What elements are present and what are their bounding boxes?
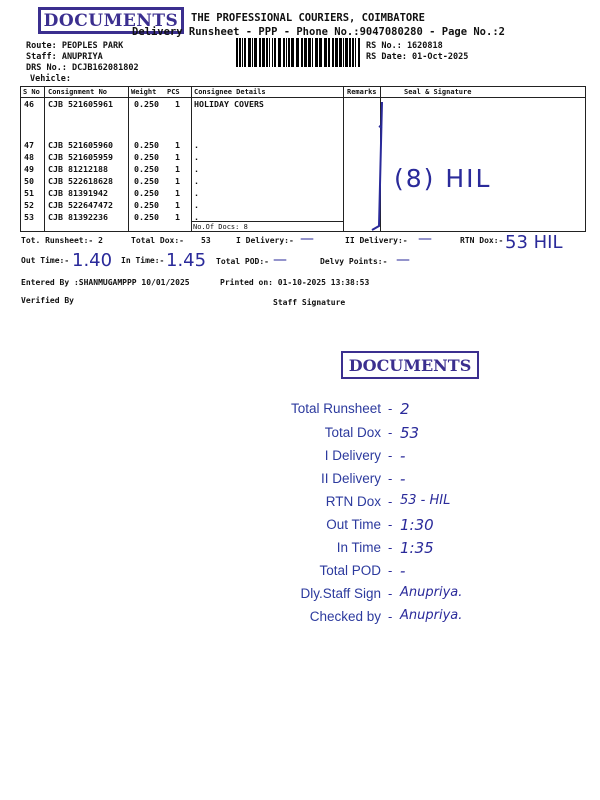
row-details: . [194, 164, 199, 174]
stamp-value: 1:30 [400, 516, 434, 534]
row-sno: 47 [24, 140, 34, 150]
in-time-handwritten: 1.45 [166, 250, 207, 271]
row-consignment: CJB 521605961 [48, 99, 113, 109]
rs-number: RS No.: 1620818 [366, 41, 443, 51]
ii-delivery: II Delivery:- [345, 236, 408, 245]
row-details: . [194, 188, 199, 198]
barcode-graphic [236, 38, 362, 67]
stamp-dash: - [388, 564, 393, 578]
stamp-value: - [400, 470, 406, 488]
row-details: . [194, 152, 199, 162]
stamp-dash: - [388, 541, 393, 555]
row-weight: 0.250 [134, 164, 159, 174]
stamp-dash: - [388, 449, 393, 463]
col-consignee: Consignee Details [194, 88, 266, 96]
stamp-value: 53 - HIL [400, 493, 451, 508]
delvy-points: Delvy Points:- [320, 257, 388, 266]
stamp-dash: - [388, 402, 393, 416]
row-consignment: CJB 521605959 [48, 152, 113, 162]
row-pcs: 1 [175, 99, 180, 109]
row-sno: 53 [24, 212, 34, 222]
row-consignment: CJB 81212188 [48, 164, 108, 174]
row-details: . [194, 176, 199, 186]
stamp-value: Anupriya. [400, 585, 463, 600]
row-consignment: CJB 522618628 [48, 176, 113, 186]
row-pcs: 1 [175, 152, 180, 162]
rtn-dox-handwritten: 53 HIL [505, 232, 563, 253]
row-weight: 0.250 [134, 152, 159, 162]
runsheet-subtitle: Delivery Runsheet - PPP - Phone No.:9047080280 - Page No.:2 [132, 26, 505, 38]
i-delivery: I Delivery:- [236, 236, 294, 245]
stamp-label: Total Dox [324, 425, 381, 440]
stamp-value: 2 [400, 400, 410, 418]
row-pcs: 1 [175, 176, 180, 186]
stamp-dash: - [388, 587, 393, 601]
stamp-label: Checked by [309, 609, 381, 624]
stamp-label: In Time [336, 540, 381, 555]
stamp-dash: - [388, 610, 393, 624]
row-details: HOLIDAY COVERS [194, 99, 264, 109]
out-time: Out Time:- [21, 256, 70, 265]
row-weight: 0.250 [134, 176, 159, 186]
company-name: THE PROFESSIONAL COURIERS, COIMBATORE [191, 12, 425, 24]
row-weight: 0.250 [134, 99, 159, 109]
row-sno: 48 [24, 152, 34, 162]
row-weight: 0.250 [134, 200, 159, 210]
col-remarks: Remarks [347, 88, 377, 96]
stamp-label: II Delivery [320, 471, 381, 486]
stamp-dash: - [388, 495, 393, 509]
rs-date: RS Date: 01-Oct-2025 [366, 52, 469, 62]
total-dox-value: 53 [201, 236, 211, 245]
stamp-value: - [400, 562, 406, 580]
vehicle: Vehicle: [30, 74, 71, 84]
stamp-label: Total POD [319, 563, 381, 578]
stamp-dash: - [388, 518, 393, 532]
staff: Staff: ANUPRIYA [26, 52, 103, 62]
stamp-value: 1:35 [400, 539, 434, 557]
row-weight: 0.250 [134, 188, 159, 198]
stamp-label: Dly.Staff Sign [300, 586, 381, 601]
barcode [236, 38, 362, 67]
out-time-handwritten: 1.40 [72, 250, 113, 271]
row-pcs: 1 [175, 188, 180, 198]
stamp-top-text: DOCUMENTS [40, 9, 182, 32]
row-consignment: CJB 521605960 [48, 140, 113, 150]
drs-number: DRS No.: DCJB162081802 [26, 63, 139, 73]
stamp-value: Anupriya. [400, 608, 463, 623]
printed-on: Printed on: 01-10-2025 13:38:53 [220, 278, 370, 287]
total-pod: Total POD:- [216, 257, 269, 266]
row-consignment: CJB 81392236 [48, 212, 108, 222]
stamp-label: RTN Dox [325, 494, 381, 509]
stamp-dash: - [388, 472, 393, 486]
staff-signature: Staff Signature [273, 298, 346, 307]
stamp-value: 53 [400, 424, 420, 442]
route: Route: PEOPLES PARK [26, 41, 124, 51]
stamp-label: Total Runsheet [290, 401, 381, 416]
in-time: In Time:- [121, 256, 165, 265]
handwritten-remark: (8) HIL [394, 164, 492, 193]
row-pcs: 1 [175, 200, 180, 210]
tot-runsheet: Tot. Runsheet:- 2 [21, 236, 103, 245]
col-sno: S No [23, 88, 40, 96]
row-details: . [194, 200, 199, 210]
row-consignment: CJB 81391942 [48, 188, 108, 198]
row-details: . [194, 140, 199, 150]
stamp-bottom-title: DOCUMENTS [342, 352, 478, 378]
row-sno: 46 [24, 99, 34, 109]
row-details: . [194, 212, 199, 222]
row-sno: 50 [24, 176, 34, 186]
no-of-docs: No.Of Docs: 8 [193, 223, 248, 231]
stamp-dash: - [388, 426, 393, 440]
total-dox-label: Total Dox:- [131, 236, 184, 245]
row-weight: 0.250 [134, 212, 159, 222]
row-sno: 52 [24, 200, 34, 210]
row-sno: 49 [24, 164, 34, 174]
row-pcs: 1 [175, 140, 180, 150]
col-seal: Seal & Signature [404, 88, 472, 96]
verified-by: Verified By [21, 296, 74, 305]
entered-by: Entered By :SHANMUGAMPPP 10/01/2025 [21, 278, 190, 287]
col-consignment: Consignment No [48, 88, 108, 96]
row-sno: 51 [24, 188, 34, 198]
rtn-dox: RTN Dox:- [460, 236, 504, 245]
row-pcs: 1 [175, 164, 180, 174]
row-consignment: CJB 522647472 [48, 200, 113, 210]
col-weight: Weight [131, 88, 157, 96]
stamp-label: I Delivery [324, 448, 381, 463]
row-pcs: 1 [175, 212, 180, 222]
col-pcs: PCS [167, 88, 180, 96]
stamp-value: - [400, 447, 406, 465]
documents-stamp-bottom [341, 351, 479, 379]
remarks-bracket [370, 96, 390, 236]
stamp-label: Out Time [326, 517, 381, 532]
row-weight: 0.250 [134, 140, 159, 150]
